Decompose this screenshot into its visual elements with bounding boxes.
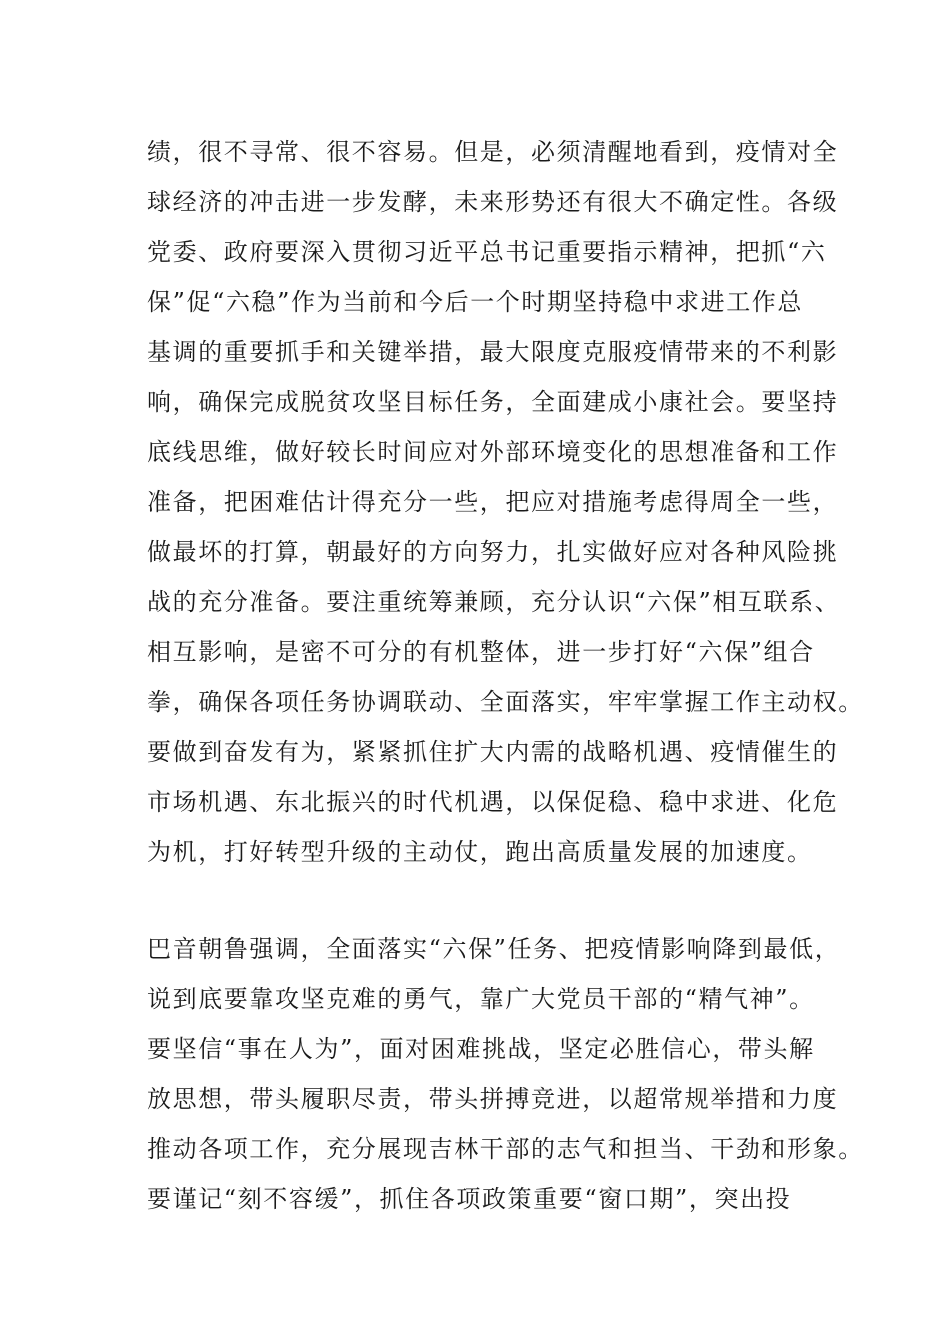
text-line: 基调的重要抓手和关键举措，最大限度克服疫情带来的不利影 xyxy=(147,338,839,366)
text-line: 为机，打好转型升级的主动仗，跑出高质量发展的加速度。 xyxy=(147,838,813,866)
text-line: 做最坏的打算，朝最好的方向努力，扎实做好应对各种风险挑 xyxy=(147,538,839,566)
text-line: 战的充分准备。要注重统筹兼顾，充分认识“六保”相互联系、 xyxy=(147,588,841,616)
paragraph-2 xyxy=(147,924,864,1224)
text-line: 底线思维，做好较长时间应对外部环境变化的思想准备和工作 xyxy=(147,438,839,466)
text-line: 推动各项工作，充分展现吉林干部的志气和担当、干劲和形象。 xyxy=(147,1135,864,1163)
text-line: 保”促“六稳”作为当前和今后一个时期坚持稳中求进工作总 xyxy=(147,288,804,316)
paragraph-1 xyxy=(147,127,864,877)
text-line: 准备，把困难估计得充分一些，把应对措施考虑得周全一些， xyxy=(147,488,839,516)
text-line: 放思想，带头履职尽责，带头拼搏竞进，以超常规举措和力度 xyxy=(147,1085,839,1113)
text-line: 说到底要靠攻坚克难的勇气，靠广大党员干部的“精气神”。 xyxy=(147,985,815,1013)
text-line: 要坚信“事在人为”，面对困难挑战，坚定必胜信心，带头解 xyxy=(147,1035,815,1063)
text-line: 党委、政府要深入贯彻习近平总书记重要指示精神，把抓“六 xyxy=(147,238,827,266)
text-line: 绩，很不寻常、很不容易。但是，必须清醒地看到，疫情对全 xyxy=(147,138,839,166)
text-line: 要做到奋发有为，紧紧抓住扩大内需的战略机遇、疫情催生的 xyxy=(147,738,839,766)
text-line: 巴音朝鲁强调，全面落实“六保”任务、把疫情影响降到最低， xyxy=(147,935,841,963)
text-line: 相互影响，是密不可分的有机整体，进一步打好“六保”组合 xyxy=(147,638,815,666)
text-line: 响，确保完成脱贫攻坚目标任务，全面建成小康社会。要坚持 xyxy=(147,388,839,416)
text-line: 拳，确保各项任务协调联动、全面落实，牢牢掌握工作主动权。 xyxy=(147,688,864,716)
text-line: 市场机遇、东北振兴的时代机遇，以保促稳、稳中求进、化危 xyxy=(147,788,839,816)
text-line: 球经济的冲击进一步发酵，未来形势还有很大不确定性。各级 xyxy=(147,188,839,216)
text-line: 要谨记“刻不容缓”，抓住各项政策重要“窗口期”，突出投 xyxy=(147,1185,792,1213)
